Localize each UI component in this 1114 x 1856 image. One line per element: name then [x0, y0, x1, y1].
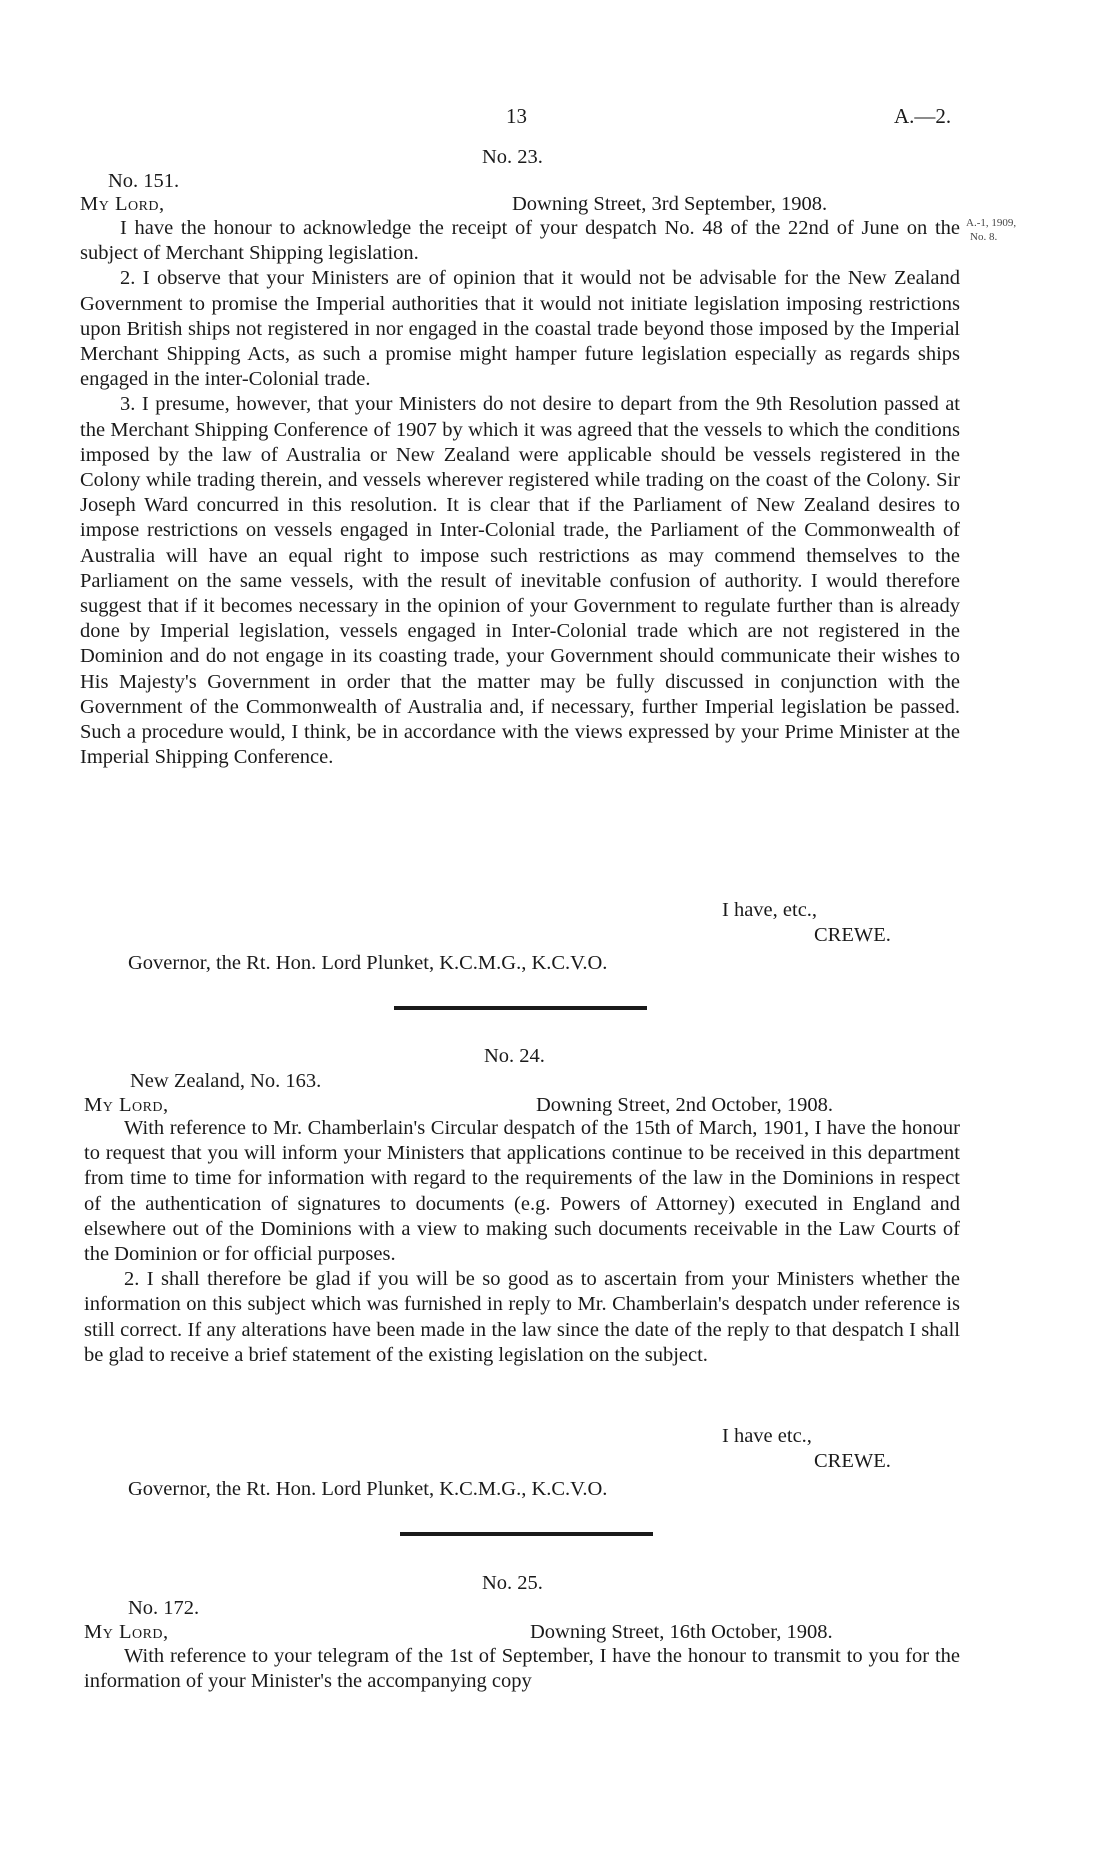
- letter-23-salutation: My Lord,: [80, 193, 165, 215]
- letter-23-paragraph-1: I have the honour to acknowledge the receipt of your despatch No. 48 of the 22nd of June on the subject of Merchant Shipping legislation.: [80, 217, 960, 265]
- letter-24-paragraph-1: With reference to Mr. Chamberlain's Circular despatch of the 15th of March, 1901, I have the honour to request that you will inform your Ministers that applications continue to be received in this department from time to time for information with regard to the requirements of the law in the Dominions in respect of the authentication of signatures to documents (e.g. Powers of Attorney) executed in England and elsewhere out of the Dominions with a view to making such documents receivable in the Law Courts of the Dominion or for official purposes.: [84, 1117, 960, 1266]
- letter-24-address: Downing Street, 2nd October, 1908.: [536, 1094, 833, 1116]
- section-divider: [400, 1532, 653, 1536]
- letter-25-body: [84, 1644, 960, 1694]
- margin-note-line-2: No. 8.: [970, 231, 998, 243]
- letter-25-reference: No. 172.: [128, 1597, 200, 1619]
- letter-25-heading: No. 25.: [482, 1572, 543, 1594]
- letter-24-closing: I have etc.,: [722, 1425, 812, 1447]
- letter-23-closing: I have, etc.,: [722, 899, 818, 921]
- letter-24-salutation: My Lord,: [84, 1094, 169, 1116]
- page-number: 13: [506, 104, 527, 128]
- section-divider: [394, 1006, 647, 1010]
- letter-23-address: Downing Street, 3rd September, 1908.: [512, 193, 828, 215]
- letter-24-addressee: Governor, the Rt. Hon. Lord Plunket, K.C.M.G., K.C.V.O.: [128, 1478, 608, 1500]
- letter-23-body: [80, 216, 960, 770]
- letter-23-signature: CREWE.: [814, 924, 891, 946]
- letter-25-salutation: My Lord,: [84, 1621, 169, 1643]
- letter-24-signature: CREWE.: [814, 1450, 891, 1472]
- letter-23-paragraph-2: 2. I observe that your Ministers are of opinion that it would not be advisable for the New Zealand Government to promise the Imperial authorities that it would not initiate legislation imposing restrictions upon British ships not registered in nor engaged in the coastal trade beyond those imposed by the Imperial Merchant Shipping Acts, as such a promise might hamper future legislation especially as regards ships engaged in the inter-Colonial trade.: [80, 267, 960, 391]
- letter-23-margin-note: [966, 216, 1016, 244]
- letter-24-paragraph-2: 2. I shall therefore be glad if you will be so good as to ascertain from your Ministers whether the information on this subject which was furnished in reply to Mr. Chamberlain's despatch under reference is still correct. If any alterations have been made in the law since the date of the reply to that despatch I shall be glad to receive a brief statement of the existing legislation on the subject.: [84, 1268, 960, 1366]
- letter-25-paragraph-1: With reference to your telegram of the 1st of September, I have the honour to transmit to you for the information of your Minister's the accompanying copy: [84, 1645, 960, 1693]
- letter-23-addressee: Governor, the Rt. Hon. Lord Plunket, K.C.M.G., K.C.V.O.: [128, 952, 608, 974]
- letter-23-paragraph-3: 3. I presume, however, that your Ministers do not desire to depart from the 9th Resolution passed at the Merchant Shipping Conference of 1907 by which it was agreed that the vessels to which the conditions imposed by the law of Australia or New Zealand were applicable should be vessels registered in the Colony while trading therein, and vessels wherever registered while trading on the coast of the Colony. Sir Joseph Ward concurred in this resolution. It is clear that if the Parliament of New Zealand desires to impose restrictions on vessels engaged in Inter-Colonial trade, the Parliament of the Commonwealth of Australia will have an equal right to impose such restrictions as may commend themselves to the Parliament on the same vessels, with the result of inevitable confusion of authority. I would therefore suggest that if it becomes necessary in the opinion of your Government to regulate further than is already done by Imperial legislation, vessels engaged in Inter-Colonial trade which are not registered in the Dominion and do not engage in its coasting trade, your Government should communicate their wishes to His Majesty's Government in order that the matter may be fully discussed in conjunction with the Government of the Commonwealth of Australia and, if necessary, further Imperial legislation be passed. Such a procedure would, I think, be in accordance with the views expressed by your Prime Minister at the Imperial Shipping Conference.: [80, 393, 960, 769]
- letter-23-reference: No. 151.: [108, 170, 180, 192]
- document-code: A.—2.: [894, 104, 952, 128]
- letter-24-heading: No. 24.: [484, 1045, 545, 1067]
- letter-25-address: Downing Street, 16th October, 1908.: [530, 1621, 833, 1643]
- letter-24-body: [84, 1116, 960, 1368]
- margin-note-line-1: A.-1, 1909,: [966, 217, 1017, 229]
- letter-23-heading: No. 23.: [482, 146, 543, 168]
- letter-24-reference: New Zealand, No. 163.: [130, 1070, 322, 1092]
